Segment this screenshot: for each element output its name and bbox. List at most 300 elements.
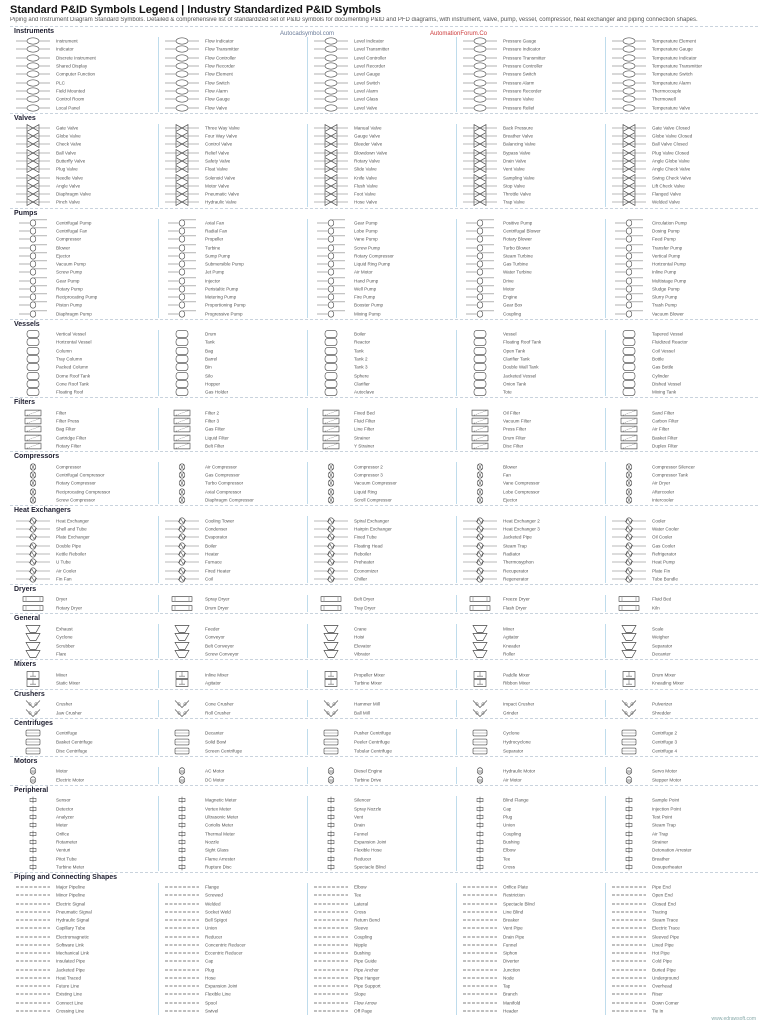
motor-symbol-icon: [165, 776, 199, 783]
symbol-column: [310, 408, 457, 450]
symbol-entry: [459, 293, 605, 301]
symbol-entry: [161, 829, 307, 837]
pump-symbol-icon: [314, 310, 348, 317]
symbol-label: Injection Point: [652, 806, 681, 812]
symbol-label: Junction: [503, 967, 521, 973]
piping-symbol-icon: [612, 884, 646, 891]
symbol-entry: [608, 380, 754, 388]
symbol-label: Tube Bundle: [652, 576, 678, 582]
symbol-label: Hopper: [205, 381, 221, 387]
symbol-label: Electric Motor: [56, 777, 85, 783]
pump-symbol-icon: [314, 294, 348, 301]
symbol-entry: [459, 982, 605, 990]
symbol-entry: [459, 124, 605, 132]
symbol-label: Mixing Pump: [354, 311, 381, 317]
symbol-entry: [608, 966, 754, 974]
circle-symbol-icon: [165, 71, 199, 78]
circle-symbol-icon: [16, 104, 50, 111]
symbol-entry: [459, 157, 605, 165]
general-symbol-icon: [165, 651, 199, 658]
symbol-column: [459, 124, 606, 207]
symbol-entry: [310, 966, 456, 974]
symbol-column: [459, 767, 606, 784]
symbol-entry: [608, 301, 754, 309]
centrifuge-symbol-icon: [463, 738, 497, 745]
symbol-label: Compressor 2: [354, 464, 383, 470]
filter-symbol-icon: [612, 434, 646, 441]
symbol-entry: [161, 310, 307, 318]
mixer-symbol-icon: [16, 680, 50, 687]
exchanger-symbol-icon: [165, 575, 199, 582]
symbol-column: [310, 595, 457, 612]
symbol-column: [310, 700, 457, 717]
symbol-entry: [310, 883, 456, 891]
piping-symbol-icon: [165, 917, 199, 924]
symbol-label: Boiler: [205, 543, 217, 549]
symbol-label: Analyzer: [56, 814, 74, 820]
symbol-label: Air Motor: [354, 269, 373, 275]
symbol-label: Centrifuge 2: [652, 730, 678, 736]
symbol-entry: [608, 670, 754, 679]
symbol-label: PLC: [56, 80, 65, 86]
symbol-entry: [459, 821, 605, 829]
symbol-column: [310, 516, 457, 583]
symbol-label: Diaphragm Pump: [56, 311, 92, 317]
compressor-symbol-icon: [165, 480, 199, 487]
filter-symbol-icon: [463, 409, 497, 416]
symbol-column: [12, 330, 159, 397]
pump-symbol-icon: [165, 294, 199, 301]
symbol-entry: [608, 949, 754, 957]
piping-symbol-icon: [314, 925, 348, 932]
symbol-label: Breaker: [503, 917, 520, 923]
circle-symbol-icon: [463, 104, 497, 111]
symbol-label: Bag: [205, 348, 214, 354]
symbol-label: Flow Arrow: [354, 1000, 377, 1006]
symbol-label: Spray Nozzle: [354, 806, 382, 812]
symbol-label: Inline Pump: [652, 269, 677, 275]
symbol-label: Line Blind: [503, 909, 524, 915]
symbol-label: Insulated Pipe: [56, 958, 86, 964]
pump-symbol-icon: [463, 286, 497, 293]
pump-symbol-icon: [314, 269, 348, 276]
vessel-symbol-icon: [165, 364, 199, 371]
piping-symbol-icon: [165, 966, 199, 973]
piping-symbol-icon: [16, 991, 50, 998]
symbol-entry: [608, 566, 754, 574]
filter-symbol-icon: [16, 434, 50, 441]
symbol-column: [12, 124, 159, 207]
symbol-label: Hairpin Exchanger: [354, 526, 392, 532]
source-left-link[interactable]: Autocadsymbol.com: [280, 31, 335, 37]
peripheral-symbol-icon: [314, 855, 348, 862]
symbol-column: [161, 883, 308, 1015]
symbol-entry: [459, 310, 605, 318]
piping-symbol-icon: [463, 975, 497, 982]
valve-symbol-icon: [612, 133, 646, 140]
vessel-symbol-icon: [314, 364, 348, 371]
peripheral-symbol-icon: [314, 822, 348, 829]
symbol-entry: [310, 949, 456, 957]
symbol-entry: [459, 641, 605, 649]
piping-symbol-icon: [16, 933, 50, 940]
peripheral-symbol-icon: [165, 847, 199, 854]
symbol-entry: [12, 813, 158, 821]
symbol-entry: [12, 79, 158, 87]
exchanger-symbol-icon: [16, 567, 50, 574]
pump-symbol-icon: [612, 310, 646, 317]
symbol-entry: [459, 219, 605, 227]
symbol-label: Flow Gauge: [205, 96, 230, 102]
symbol-entry: [161, 957, 307, 965]
symbol-entry: [310, 957, 456, 965]
symbol-label: Three Way Valve: [205, 125, 240, 131]
mixer-symbol-icon: [16, 671, 50, 678]
pump-symbol-icon: [16, 277, 50, 284]
symbol-label: Liquid Ring Pump: [354, 261, 391, 267]
symbol-entry: [459, 198, 605, 206]
filter-symbol-icon: [165, 409, 199, 416]
section-centrifuges: [10, 718, 758, 757]
symbol-entry: [161, 949, 307, 957]
symbol-label: Hydraulic Signal: [56, 917, 90, 923]
symbol-entry: [608, 883, 754, 891]
section-title: Filters: [14, 399, 36, 407]
symbol-column: [459, 883, 606, 1015]
pump-symbol-icon: [463, 310, 497, 317]
exchanger-symbol-icon: [463, 575, 497, 582]
valve-symbol-icon: [612, 158, 646, 165]
symbol-entry: [161, 1007, 307, 1015]
symbol-entry: [608, 891, 754, 899]
symbol-label: Rotary Pump: [56, 286, 83, 292]
symbol-entry: [161, 933, 307, 941]
symbol-entry: [459, 165, 605, 173]
circle-symbol-icon: [16, 79, 50, 86]
symbol-entry: [459, 462, 605, 470]
symbol-label: Ball Mill: [354, 710, 370, 716]
symbol-entry: [608, 533, 754, 541]
symbol-entry: [608, 624, 754, 632]
symbol-entry: [161, 425, 307, 433]
symbol-entry: [161, 157, 307, 165]
symbol-entry: [310, 679, 456, 688]
symbol-entry: [608, 285, 754, 293]
symbol-label: Pressure Valve: [503, 96, 534, 102]
valve-symbol-icon: [463, 199, 497, 206]
exchanger-symbol-icon: [612, 534, 646, 541]
footer-credit: www.edrawsoft.com: [711, 1016, 756, 1022]
symbol-label: Flash Dryer: [503, 605, 527, 611]
symbol-label: Mixer: [503, 626, 515, 632]
valve-symbol-icon: [314, 124, 348, 131]
symbol-label: Progressive Pump: [205, 311, 243, 317]
symbol-entry: [608, 62, 754, 70]
piping-symbol-icon: [612, 892, 646, 899]
symbol-entry: [12, 550, 158, 558]
symbol-entry: [161, 182, 307, 190]
symbol-entry: [161, 974, 307, 982]
symbol-label: Radiator: [503, 551, 521, 557]
section-valves: [10, 113, 758, 209]
peripheral-symbol-icon: [165, 855, 199, 862]
symbol-label: Axial Fan: [205, 220, 225, 226]
symbol-entry: [608, 132, 754, 140]
symbol-entry: [459, 966, 605, 974]
symbol-label: Filter 2: [205, 410, 220, 416]
vessel-symbol-icon: [314, 389, 348, 396]
symbol-label: Centrifugal Pump: [56, 220, 92, 226]
symbol-label: Butterfly Valve: [56, 158, 86, 164]
valve-symbol-icon: [612, 183, 646, 190]
symbol-label: Rotary Dryer: [56, 605, 83, 611]
symbol-label: Vent: [354, 814, 364, 820]
symbol-entry: [310, 650, 456, 658]
piping-symbol-icon: [463, 933, 497, 940]
pump-symbol-icon: [612, 294, 646, 301]
symbol-entry: [161, 746, 307, 755]
pump-symbol-icon: [16, 219, 50, 226]
symbol-entry: [459, 260, 605, 268]
pump-symbol-icon: [612, 219, 646, 226]
symbol-entry: [310, 846, 456, 854]
symbol-column: [161, 124, 308, 207]
symbol-label: Hydraulic Motor: [503, 768, 536, 774]
symbol-label: Hydrocyclone: [503, 739, 531, 745]
exchanger-symbol-icon: [314, 526, 348, 533]
symbol-label: Sand Filter: [652, 410, 675, 416]
symbol-column: [12, 670, 159, 687]
peripheral-symbol-icon: [612, 830, 646, 837]
general-symbol-icon: [16, 625, 50, 632]
valve-symbol-icon: [165, 166, 199, 173]
symbol-entry: [608, 575, 754, 583]
symbol-entry: [608, 149, 754, 157]
symbol-label: Steam Trap: [503, 543, 527, 549]
compressor-symbol-icon: [612, 472, 646, 479]
valve-symbol-icon: [165, 133, 199, 140]
symbol-entry: [459, 243, 605, 251]
symbol-entry: [310, 268, 456, 276]
piping-symbol-icon: [463, 917, 497, 924]
symbol-label: Pneumatic Valve: [205, 191, 240, 197]
symbol-entry: [161, 496, 307, 504]
symbol-label: Liquid Filter: [205, 435, 229, 441]
symbol-label: Belt Dryer: [354, 596, 375, 602]
vessel-symbol-icon: [463, 331, 497, 338]
symbol-label: Jacketed Vessel: [503, 373, 537, 379]
symbol-label: Sleeved Pipe: [652, 934, 680, 940]
symbol-label: Thermal Meter: [205, 831, 235, 837]
symbol-label: Node: [503, 975, 514, 981]
symbol-label: Spray Dryer: [205, 596, 230, 602]
symbol-label: Centrifugal Compressor: [56, 472, 105, 478]
piping-symbol-icon: [165, 1008, 199, 1015]
section-title: General: [14, 615, 41, 623]
symbol-column: [459, 408, 606, 450]
symbol-label: Spool: [205, 1000, 217, 1006]
filter-symbol-icon: [314, 409, 348, 416]
symbol-label: Horizontal Vessel: [56, 339, 92, 345]
symbol-label: Packed Column: [56, 364, 89, 370]
symbol-column: [12, 729, 159, 755]
piping-symbol-icon: [612, 983, 646, 990]
symbol-entry: [12, 516, 158, 524]
symbol-entry: [12, 408, 158, 416]
circle-symbol-icon: [314, 63, 348, 70]
peripheral-symbol-icon: [165, 830, 199, 837]
symbol-entry: [310, 182, 456, 190]
symbol-entry: [161, 380, 307, 388]
symbol-label: Motor: [56, 768, 68, 774]
symbol-label: Sight Glass: [205, 847, 229, 853]
symbol-column: [310, 124, 457, 207]
exchanger-symbol-icon: [314, 542, 348, 549]
symbol-entry: [310, 471, 456, 479]
symbol-entry: [608, 103, 754, 111]
symbol-entry: [459, 908, 605, 916]
symbol-label: Jaw Crusher: [56, 710, 82, 716]
symbol-label: Capillary Tube: [56, 925, 86, 931]
symbol-label: Flow Element: [205, 71, 233, 77]
symbol-entry: [310, 243, 456, 251]
symbol-entry: [608, 650, 754, 658]
symbol-entry: [608, 941, 754, 949]
symbol-entry: [608, 45, 754, 53]
pump-symbol-icon: [463, 302, 497, 309]
symbol-entry: [459, 957, 605, 965]
symbol-entry: [459, 408, 605, 416]
exchanger-symbol-icon: [463, 526, 497, 533]
section-title: Peripheral: [14, 787, 49, 795]
vessel-symbol-icon: [463, 389, 497, 396]
symbol-entry: [459, 330, 605, 338]
peripheral-symbol-icon: [463, 855, 497, 862]
symbol-label: Vent Valve: [503, 166, 525, 172]
symbol-entry: [310, 54, 456, 62]
peripheral-symbol-icon: [314, 797, 348, 804]
symbol-label: Tee: [503, 856, 511, 862]
source-right-link[interactable]: AutomationForum.Co: [430, 31, 488, 37]
valve-symbol-icon: [612, 174, 646, 181]
exchanger-symbol-icon: [16, 526, 50, 533]
symbol-entry: [608, 829, 754, 837]
pump-symbol-icon: [463, 261, 497, 268]
symbol-entry: [161, 541, 307, 549]
symbol-entry: [161, 575, 307, 583]
symbol-entry: [12, 388, 158, 396]
pump-symbol-icon: [463, 236, 497, 243]
vessel-symbol-icon: [165, 339, 199, 346]
symbol-label: Hammer Mill: [354, 701, 380, 707]
symbol-label: Underground: [652, 975, 679, 981]
circle-symbol-icon: [612, 96, 646, 103]
symbol-entry: [161, 738, 307, 747]
symbol-entry: [161, 338, 307, 346]
symbol-entry: [459, 949, 605, 957]
exchanger-symbol-icon: [463, 517, 497, 524]
symbol-label: Breather: [652, 856, 670, 862]
symbol-label: Union: [503, 822, 516, 828]
symbol-label: Crusher: [56, 701, 73, 707]
pump-symbol-icon: [165, 302, 199, 309]
symbol-label: Multistage Pump: [652, 278, 687, 284]
symbol-label: Proportioning Pump: [205, 302, 246, 308]
symbol-label: Flow Switch: [205, 80, 230, 86]
compressor-symbol-icon: [16, 497, 50, 504]
piping-symbol-icon: [612, 942, 646, 949]
symbol-label: Agitator: [205, 680, 221, 686]
symbol-label: Globe Valve: [56, 133, 81, 139]
symbol-entry: [161, 650, 307, 658]
vessel-symbol-icon: [612, 389, 646, 396]
vessel-symbol-icon: [314, 339, 348, 346]
symbol-label: Disc Filter: [503, 443, 524, 449]
peripheral-symbol-icon: [612, 863, 646, 870]
section-title: Vessels: [14, 320, 40, 328]
symbol-column: [161, 330, 308, 397]
vessel-symbol-icon: [16, 364, 50, 371]
page-subtitle: Piping and Instrument Diagram Standard Symbols. Detailed & comprehensive list of standardized set of P&ID symbols for documenting P&ID and PFD diagrams, with instrument, valve, pump, vessel, compressor, heat exchanger and piping connection shapes.: [10, 17, 698, 23]
symbol-label: Compressor: [56, 464, 82, 470]
symbol-label: Pinch Valve: [56, 199, 80, 205]
symbol-entry: [459, 900, 605, 908]
symbol-column: [608, 729, 754, 755]
symbol-column: [310, 796, 457, 871]
vessel-symbol-icon: [463, 381, 497, 388]
exchanger-symbol-icon: [463, 542, 497, 549]
symbol-entry: [12, 650, 158, 658]
vessel-symbol-icon: [612, 372, 646, 379]
symbol-entry: [459, 846, 605, 854]
vessel-symbol-icon: [165, 347, 199, 354]
symbol-label: Pipe Guide: [354, 958, 377, 964]
peripheral-symbol-icon: [165, 797, 199, 804]
svg-text:M: M: [31, 777, 35, 783]
symbol-label: Chiller: [354, 576, 368, 582]
symbol-entry: [459, 941, 605, 949]
exchanger-symbol-icon: [612, 575, 646, 582]
filter-symbol-icon: [612, 443, 646, 450]
mixer-symbol-icon: [314, 680, 348, 687]
piping-symbol-icon: [612, 1008, 646, 1015]
symbol-column: [459, 462, 606, 504]
symbol-label: Screwed: [205, 892, 223, 898]
symbol-entry: [608, 541, 754, 549]
symbol-entry: [310, 149, 456, 157]
symbol-entry: [12, 729, 158, 738]
piping-symbol-icon: [165, 958, 199, 965]
vessel-symbol-icon: [165, 381, 199, 388]
piping-symbol-icon: [612, 925, 646, 932]
symbol-label: Dosing Pump: [652, 228, 680, 234]
symbol-label: Bushing: [503, 839, 520, 845]
peripheral-symbol-icon: [16, 805, 50, 812]
symbol-label: Blind Flange: [503, 797, 529, 803]
symbol-entry: [161, 700, 307, 709]
symbol-entry: [459, 434, 605, 442]
symbol-entry: [12, 624, 158, 632]
compressor-symbol-icon: [16, 480, 50, 487]
piping-symbol-icon: [612, 958, 646, 965]
symbol-entry: [310, 355, 456, 363]
symbol-sections: [10, 26, 758, 1016]
vessel-symbol-icon: [16, 381, 50, 388]
circle-symbol-icon: [165, 54, 199, 61]
symbol-label: Shredder: [652, 710, 671, 716]
symbol-entry: [459, 425, 605, 433]
general-symbol-icon: [165, 634, 199, 641]
